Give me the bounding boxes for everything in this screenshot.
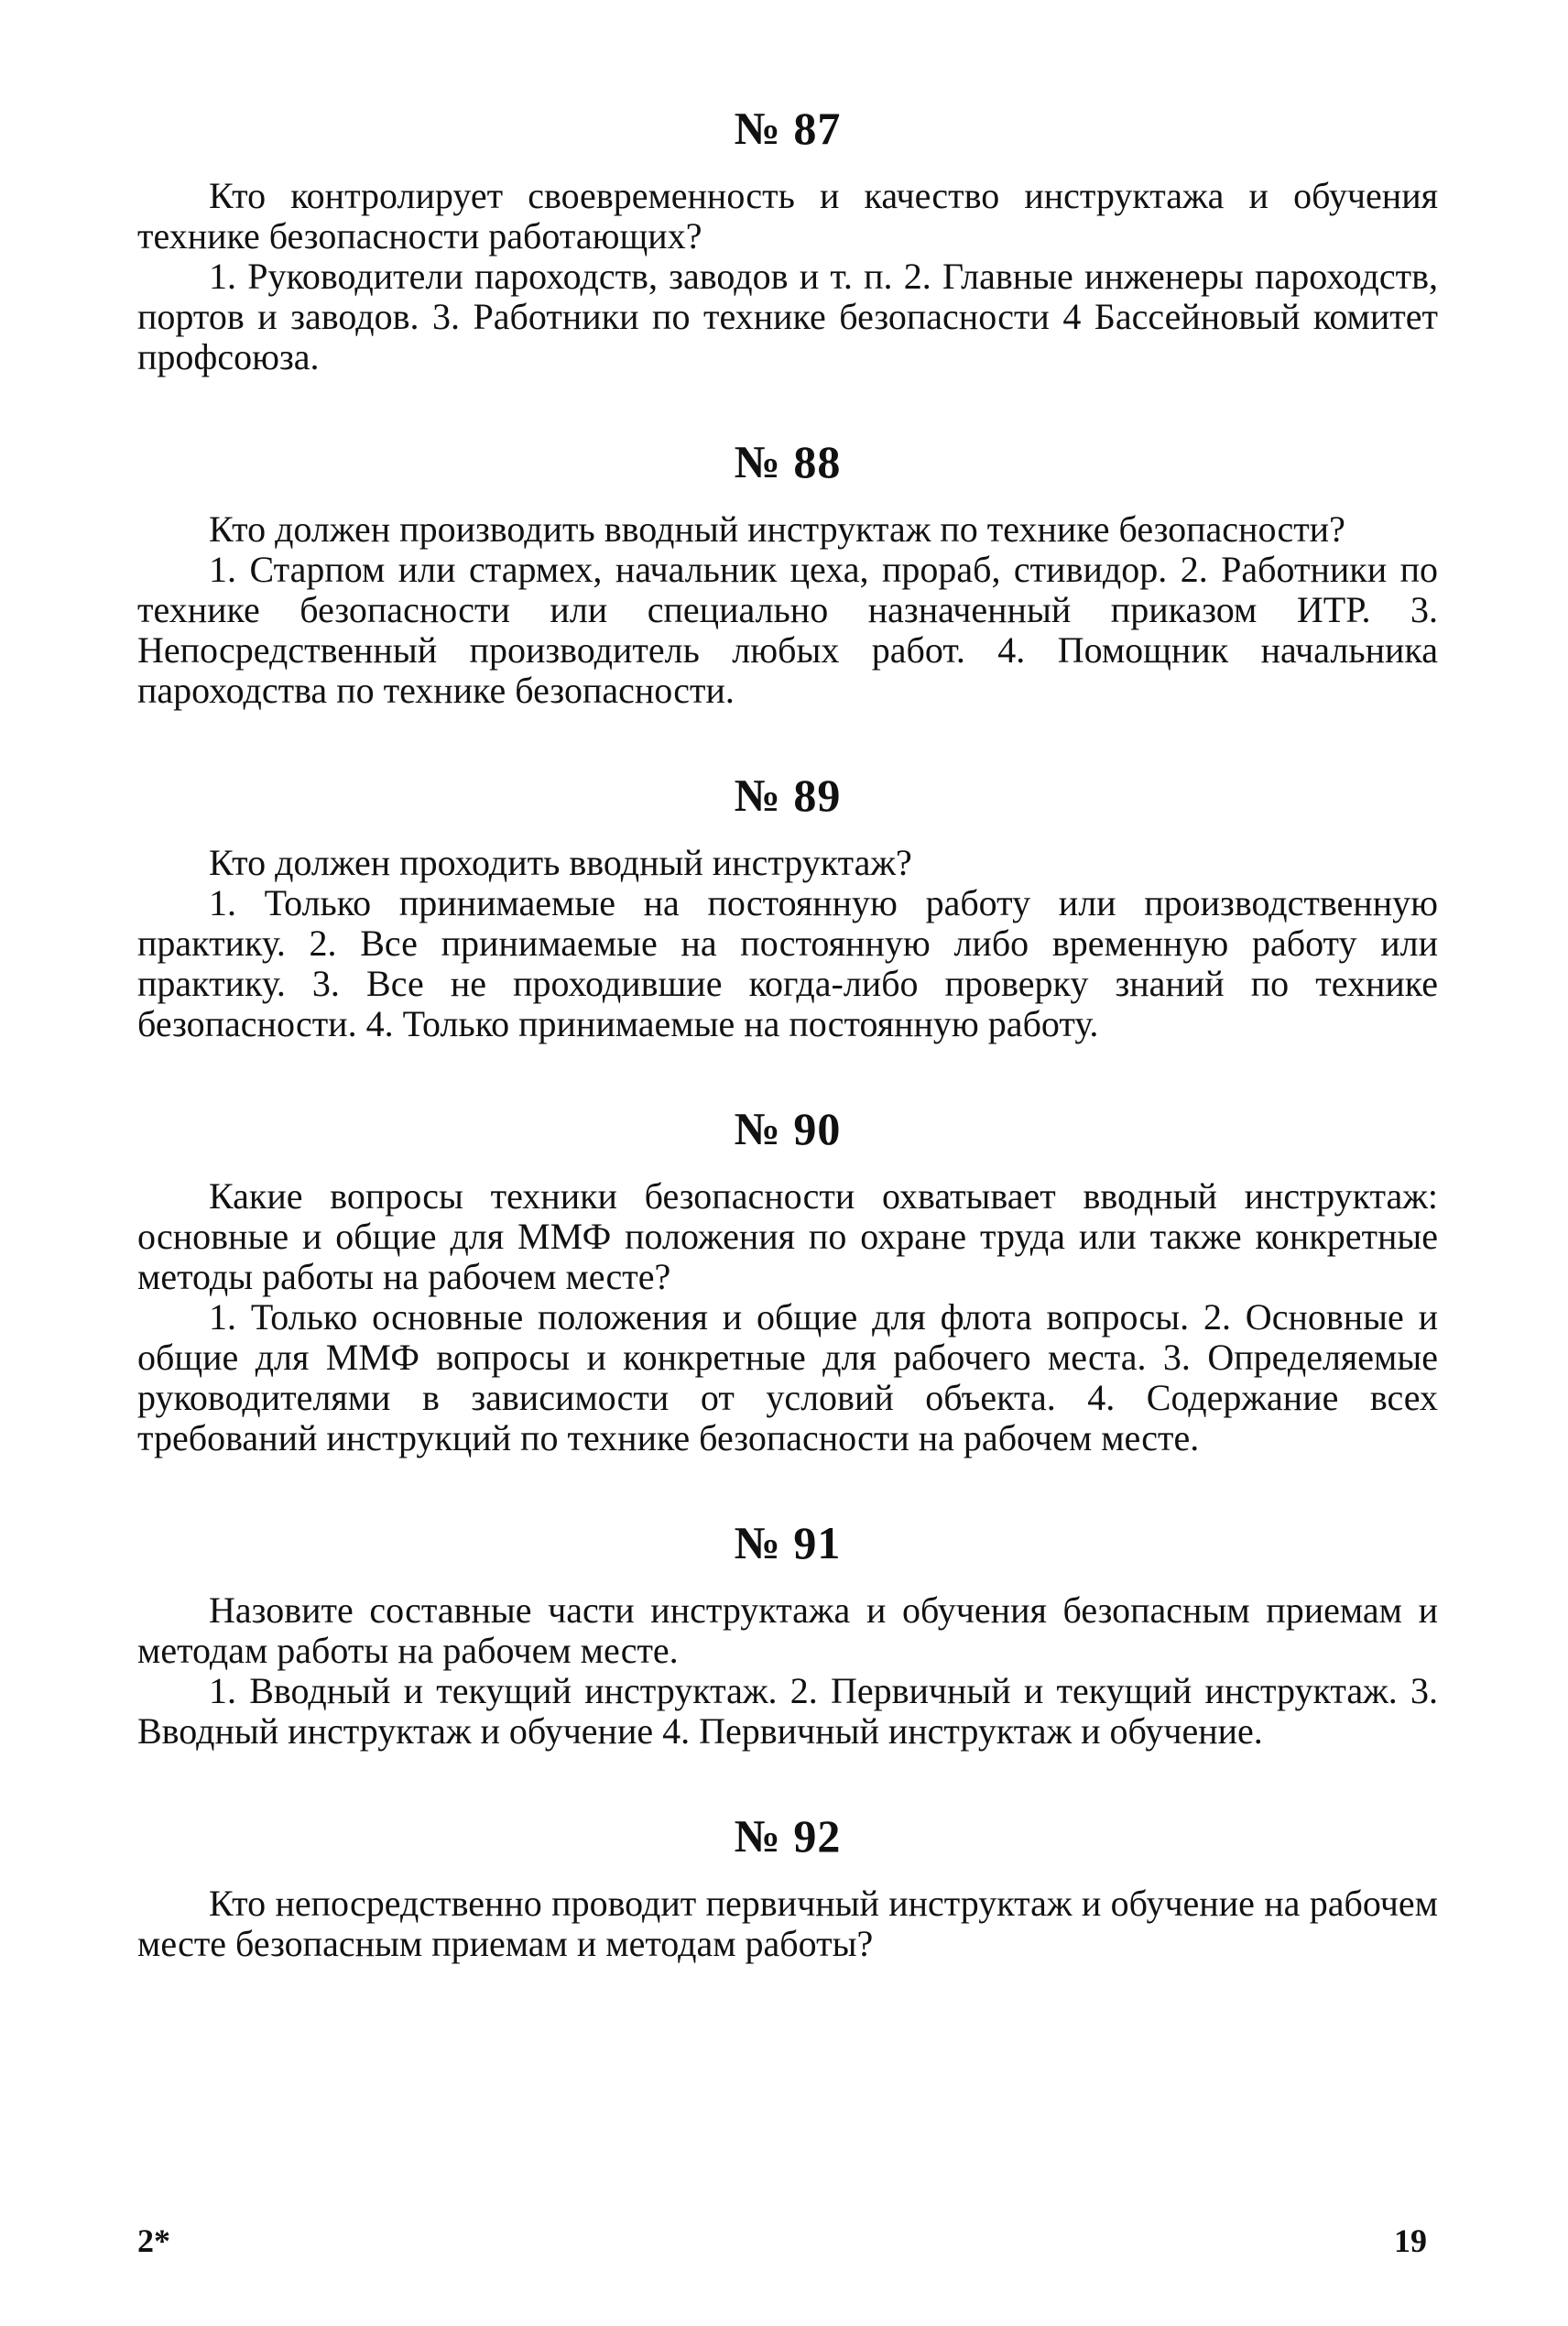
question-text: Кто контролирует своевременность и качество инструктажа и обучения технике безопасности работающих? bbox=[137, 175, 1438, 257]
question-89 bbox=[137, 768, 1438, 1044]
answer-options: 1. Вводный и текущий инструктаж. 2. Первичный и текущий инструктаж. 3. Вводный инструктаж и обучение 4. Первичный инструктаж и обучение. bbox=[137, 1670, 1438, 1752]
question-text: Кто должен производить вводный инструктаж по технике безопасности? bbox=[209, 508, 1345, 550]
question-text: Кто должен проходить вводный инструктаж? bbox=[209, 842, 912, 883]
question-90 bbox=[137, 1101, 1438, 1458]
answer-options: 1. Только основные положения и общие для флота вопросы. 2. Основные и общие для ММФ вопросы и конкретные для рабочего места. 3. Определяемые руководителями в зависимости от условий объекта. 4. Содержание всех требований инструкций по технике безопасности на рабочем месте. bbox=[137, 1296, 1438, 1458]
answer-options: 1. Руководители пароходств, заводов и т. п. 2. Главные инженеры пароходств, портов и заводов. 3. Работники по технике безопасности 4 Бассейновый комитет профсоюза. bbox=[137, 256, 1438, 377]
question-87 bbox=[137, 101, 1438, 377]
question-92 bbox=[137, 1808, 1438, 1964]
question-number: № 89 bbox=[734, 770, 842, 821]
question-91 bbox=[137, 1515, 1438, 1752]
question-number: № 91 bbox=[734, 1517, 842, 1568]
page-number: 19 bbox=[1394, 2222, 1427, 2259]
answer-options: 1. Только принимаемые на постоянную работу или производственную практику. 2. Все принимаемые на постоянную либо временную работу или практику. 3. Все не проходившие когда-либо проверку знаний по технике безопасности. 4. Только принимаемые на постоянную работу. bbox=[137, 882, 1438, 1044]
question-number: № 87 bbox=[734, 103, 842, 154]
question-88 bbox=[137, 434, 1438, 711]
question-text: Кто непосредственно проводит первичный инструктаж и обучение на рабочем месте безопасным приемам и методам работы? bbox=[137, 1883, 1438, 1964]
answer-options: 1. Старпом или стармех, начальник цеха, прораб, стивидор. 2. Работники по технике безопасности или специально назначенный приказом ИТР. 3. Непосредственный производитель любых работ. 4. Помощник начальника пароходства по технике безопасности. bbox=[137, 549, 1438, 711]
signature-mark: 2* bbox=[137, 2222, 170, 2259]
question-text: Какие вопросы техники безопасности охватывает вводный инструктаж: основные и общие для ММФ положения по охране труда или также конкретные методы работы на рабочем месте? bbox=[137, 1175, 1438, 1297]
question-text: Назовите составные части инструктажа и обучения безопасным приемам и методам работы на рабочем месте. bbox=[137, 1589, 1438, 1671]
question-number: № 92 bbox=[734, 1810, 842, 1862]
page-content bbox=[137, 101, 1438, 1964]
question-number: № 88 bbox=[734, 436, 842, 487]
question-number: № 90 bbox=[734, 1103, 842, 1154]
